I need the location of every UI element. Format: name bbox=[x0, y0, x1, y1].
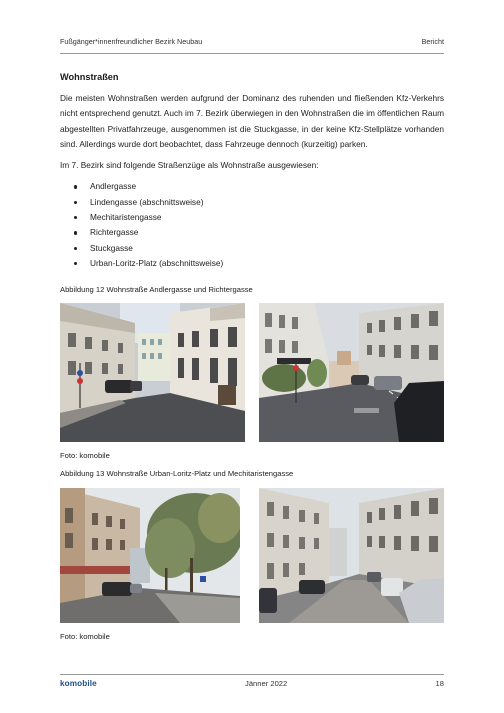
paragraph-list-intro: Im 7. Bezirk sind folgende Straßenzüge als Wohnstraße ausgewiesen: bbox=[60, 160, 319, 171]
page-footer bbox=[60, 674, 444, 691]
photo-richtergasse bbox=[259, 303, 444, 442]
list-item: Richtergasse bbox=[60, 225, 444, 240]
list-item: Lindengasse (abschnittsweise) bbox=[60, 195, 444, 210]
street-list bbox=[60, 179, 444, 271]
list-item: Urban-Loritz-Platz (abschnittsweise) bbox=[60, 256, 444, 271]
header-title: Fußgänger*innenfreundlicher Bezirk Neubau bbox=[60, 37, 203, 46]
list-item: Mechitaristengasse bbox=[60, 210, 444, 225]
header-report-label: Bericht bbox=[421, 37, 444, 46]
photo-mechitaristengasse bbox=[259, 488, 444, 623]
photo-andlergasse bbox=[60, 303, 245, 442]
komobile-logo: komobile bbox=[60, 678, 97, 688]
figure12-credit: Foto: komobile bbox=[60, 451, 110, 460]
page-header bbox=[60, 37, 444, 54]
photo-urban-loritz-platz bbox=[60, 488, 240, 623]
figure13-caption: Abbildung 13 Wohnstraße Urban-Loritz-Platz und Mechitaristengasse bbox=[60, 469, 294, 478]
figure13-credit: Foto: komobile bbox=[60, 632, 110, 641]
section-title: Wohnstraßen bbox=[60, 72, 119, 82]
figure12-caption: Abbildung 12 Wohnstraße Andlergasse und Richtergasse bbox=[60, 285, 253, 294]
section-wohnstrassen bbox=[60, 72, 444, 271]
footer-date: Jänner 2022 bbox=[245, 678, 288, 688]
paragraph-intro: Die meisten Wohnstraßen werden aufgrund der Dominanz des ruhenden und fließenden Kfz-Verkehrs nicht entsprechend genutzt. Auch im 7. Bezirk überwiegen in den Wohnstraßen die im öffentlichen Raum abgestellten Privatfahrzeuge, ausgenommen ist die Stuckgasse, in der keine Kfz-Stellplätze vorhanden sind. Allerdings wurde dort beobachtet, dass Fahrzeuge dennoch (kurzeitig) parken. bbox=[60, 93, 444, 149]
page-number: 18 bbox=[435, 678, 444, 688]
list-item: Stuckgasse bbox=[60, 241, 444, 256]
list-item: Andlergasse bbox=[60, 179, 444, 194]
